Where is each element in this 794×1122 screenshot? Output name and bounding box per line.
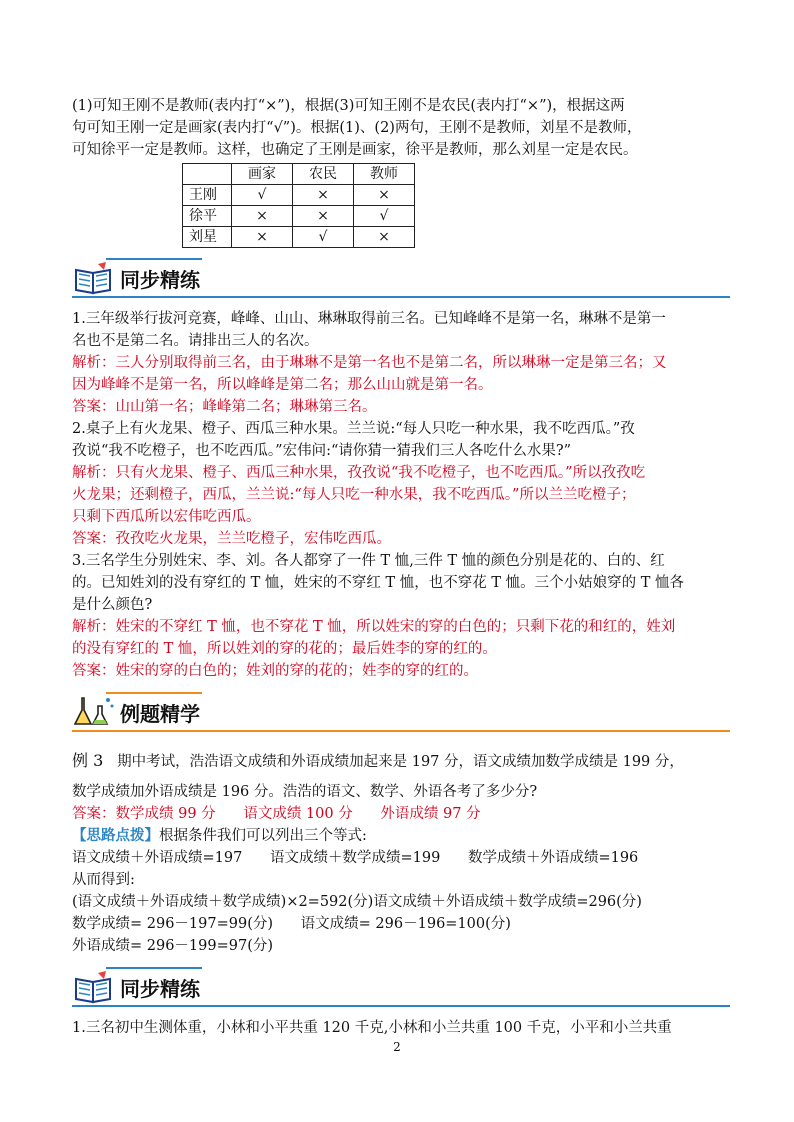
analysis-text: 的没有穿红的 T 恤，所以姓刘的穿的花的；最后姓李的穿的红的。 <box>72 641 497 657</box>
table-header-cell: 画家 <box>232 164 293 185</box>
analysis-text: 因为峰峰不是第一名，所以峰峰是第二名；那么山山就是第一名。 <box>72 377 493 393</box>
example-question-text: 期中考试，浩浩语文成绩和外语成绩加起来是 197 分，语文成绩加数学成绩是 199 分， <box>117 754 684 770</box>
table-cell: × <box>354 185 415 206</box>
table-cell: √ <box>354 206 415 227</box>
table-cell: × <box>293 185 354 206</box>
question-text: 的。已知姓刘的没有穿红的 T 恤，姓宋的不穿红 T 恤，也不穿花 T 恤。三个小姑娘穿的 T 恤各 <box>72 575 685 591</box>
table-cell: × <box>293 206 354 227</box>
analysis-text: 解析：姓宋的不穿红 T 恤，也不穿花 T 恤，所以姓宋的穿的白色的；只剩下花的和红的，姓刘 <box>72 619 676 635</box>
section-title: 同步精练 <box>120 977 200 1001</box>
equation-line: (语文成绩＋外语成绩＋数学成绩)×2=592(分)语文成绩＋外语成绩＋数学成绩=296(分) <box>72 894 642 910</box>
question-text: 2.桌子上有火龙果、橙子、西瓜三种水果。兰兰说:“每人只吃一种水果，我不吃西瓜。”孜 <box>72 421 635 437</box>
table-row-label: 刘星 <box>183 227 232 248</box>
table-row <box>183 185 415 206</box>
example-3 <box>72 748 726 957</box>
table-cell: √ <box>232 185 293 206</box>
question-text: 1.三年级举行拔河竞赛，峰峰、山山、琳琳取得前三名。已知峰峰不是第一名，琳琳不是第一 <box>72 311 666 327</box>
section-header-examples <box>72 690 726 734</box>
intro-line: (1)可知王刚不是教师(表内打“×”)，根据(3)可知王刚不是农民(表内打“×”)，根据这两 <box>72 98 625 114</box>
example-label: 例 3 <box>72 751 104 770</box>
logic-table <box>182 163 415 248</box>
example-question-text: 数学成绩加外语成绩是 196 分。浩浩的语文、数学、外语各考了多少分? <box>72 784 538 800</box>
example-question <box>72 748 726 775</box>
table-header-cell: 农民 <box>293 164 354 185</box>
section-header-practice-2 <box>72 965 726 1009</box>
hint-label: 【思路点拨】 <box>72 827 159 844</box>
question-text: 是什么颜色? <box>72 597 153 613</box>
intro-line: 句可知王刚一定是画家(表内打“√”)。根据(1)、(2)两句，王刚不是教师，刘星不是教师， <box>72 120 642 136</box>
table-cell: × <box>232 206 293 227</box>
table-header-cell: 教师 <box>354 164 415 185</box>
analysis-text: 解析：三人分别取得前三名，由于琳琳不是第一名也不是第二名，所以琳琳一定是第三名；又 <box>72 355 667 371</box>
header-accent-bar <box>106 692 202 694</box>
section-title: 同步精练 <box>120 268 200 292</box>
intro-paragraph <box>72 95 726 161</box>
header-accent-bar <box>106 967 202 969</box>
book-icon <box>72 260 116 296</box>
equation-line: 外语成绩= 296－199=97(分) <box>72 938 274 954</box>
answer-text: 答案：姓宋的穿的白色的；姓刘的穿的花的；姓李的穿的红的。 <box>72 663 478 679</box>
equation-line: 数学成绩= 296－197=99(分) 语文成绩= 296－196=100(分) <box>72 916 511 932</box>
answer-text: 答案：山山第一名；峰峰第二名；琳琳第三名。 <box>72 399 377 415</box>
table-row-label: 王刚 <box>183 185 232 206</box>
equation-line: 语文成绩＋外语成绩=197 语文成绩＋数学成绩=199 数学成绩＋外语成绩=196 <box>72 850 639 866</box>
analysis-text: 只剩下西瓜所以宏伟吃西瓜。 <box>72 509 261 525</box>
question-text: 3.三名学生分别姓宋、李、刘。各人都穿了一件 T 恤,三件 T 恤的颜色分别是花的、白的、红 <box>72 553 665 569</box>
table-cell: × <box>354 227 415 248</box>
table-row <box>183 227 415 248</box>
header-accent-bar <box>106 258 202 260</box>
analysis-text: 火龙果；还剩橙子，西瓜，兰兰说:“每人只吃一种水果，我不吃西瓜。”所以兰兰吃橙子； <box>72 487 636 503</box>
hint-text: 根据条件我们可以列出三个等式: <box>159 828 367 844</box>
practice-question-2 <box>72 418 726 550</box>
analysis-text: 解析：只有火龙果、橙子、西瓜三种水果，孜孜说“我不吃橙子，也不吃西瓜。”所以孜孜吃 <box>72 465 646 481</box>
practice-question-3 <box>72 550 726 682</box>
section-divider <box>72 1005 730 1007</box>
question-text: 名也不是第二名。请排出三人的名次。 <box>72 333 319 349</box>
flask-icon <box>72 694 116 730</box>
table-corner-cell <box>183 164 232 185</box>
table-header-row <box>183 164 415 185</box>
section-title: 例题精学 <box>120 702 200 726</box>
hint-line <box>72 825 726 847</box>
section-divider <box>72 296 730 298</box>
intro-line: 可知徐平一定是教师。这样，也确定了王刚是画家，徐平是教师，那么刘星一定是农民。 <box>72 142 638 158</box>
practice-question-1 <box>72 308 726 418</box>
section-divider <box>72 730 730 732</box>
answer-text: 答案：数学成绩 99 分 语文成绩 100 分 外语成绩 97 分 <box>72 806 481 822</box>
page-content <box>72 95 726 1039</box>
answer-text: 答案：孜孜吃火龙果，兰兰吃橙子，宏伟吃西瓜。 <box>72 531 391 547</box>
table-cell: √ <box>293 227 354 248</box>
book-icon <box>72 969 116 1005</box>
question-text: 1.三名初中生测体重，小林和小平共重 120 千克,小林和小兰共重 100 千克，小平和小兰共重 <box>72 1020 672 1036</box>
table-row <box>183 206 415 227</box>
section-header-practice <box>72 256 726 300</box>
derivation-text: 从而得到: <box>72 872 135 888</box>
table-cell: × <box>232 227 293 248</box>
page-number: 2 <box>393 1040 401 1054</box>
question-text: 孜说“我不吃橙子，也不吃西瓜。”宏伟问:“请你猜一猜我们三人各吃什么水果?” <box>72 443 572 459</box>
table-row-label: 徐平 <box>183 206 232 227</box>
